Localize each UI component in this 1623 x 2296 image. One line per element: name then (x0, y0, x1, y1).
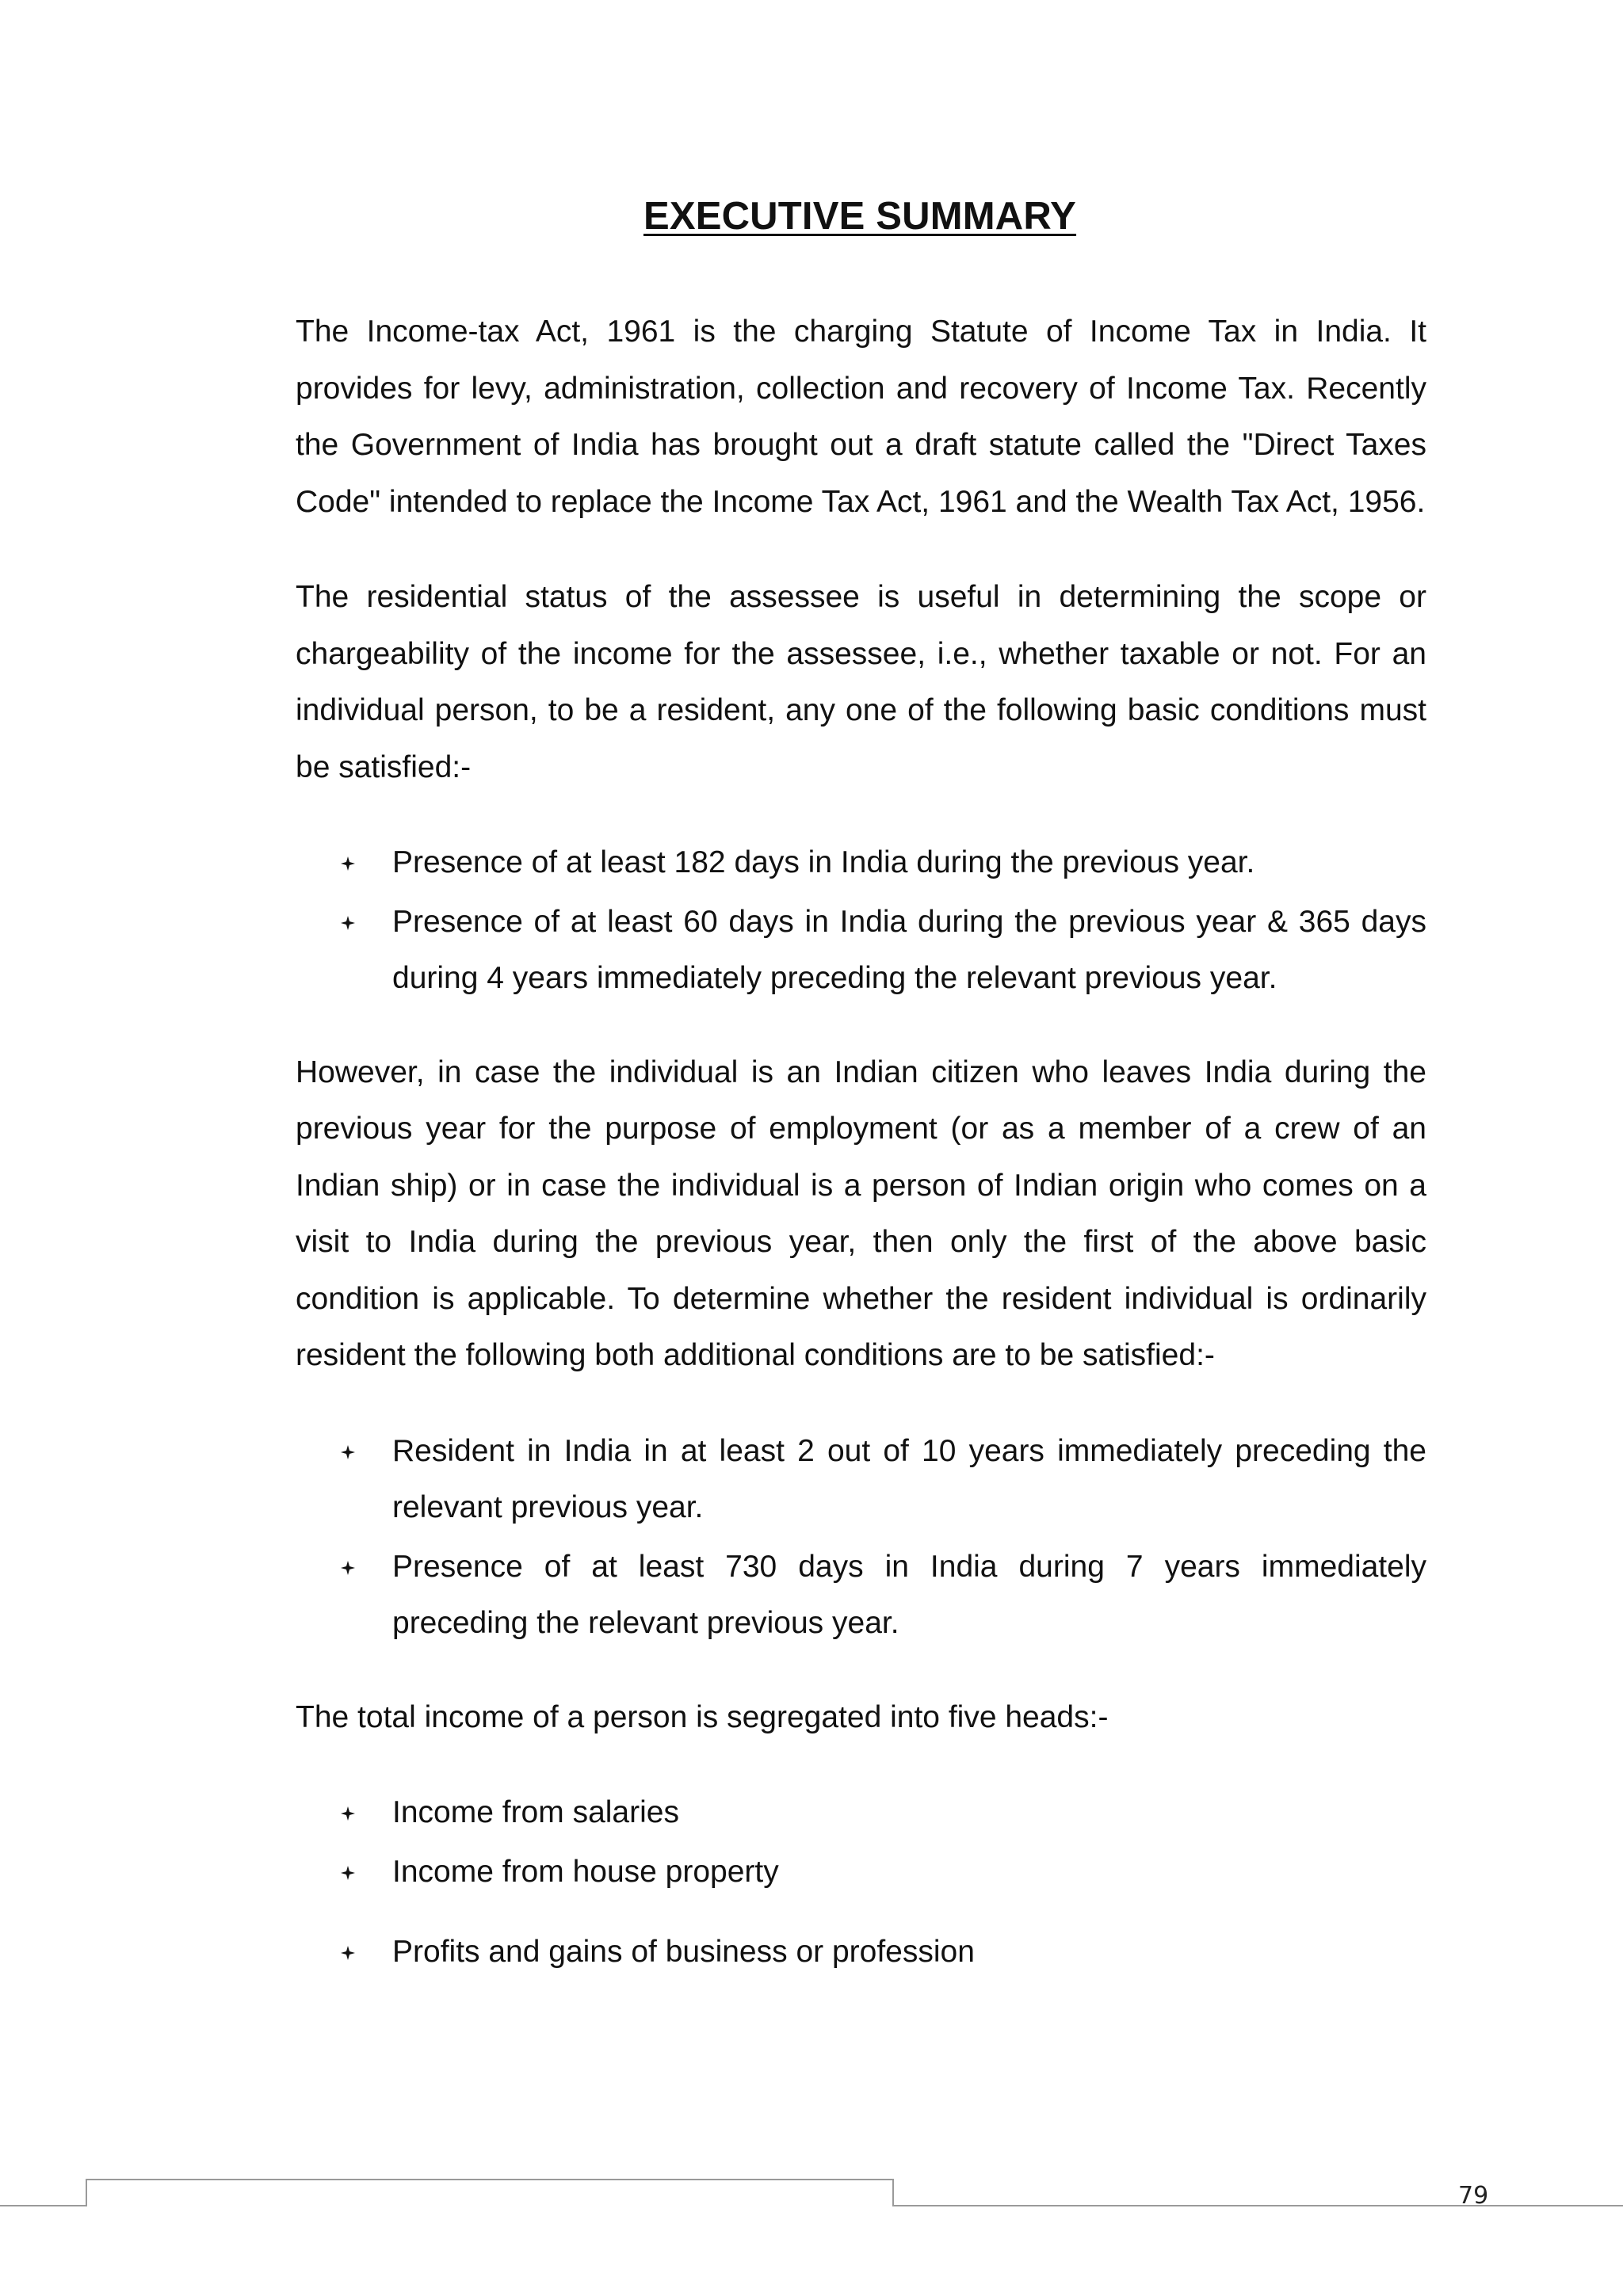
list-item-text: Presence of at least 60 days in India during the previous year & 365 days during 4 years immediately preceding the relevant previous year. (392, 904, 1426, 995)
page-number: 79 (1458, 2182, 1489, 2210)
paragraph-residential-status: The residential status of the assessee is useful in determining the scope or chargeability of the income for the assessee, i.e., whether taxable or not. For an individual person, to be a resident, any one of the following basic conditions must be satisfied:- (296, 580, 1426, 784)
diamond-bullet-icon (340, 1806, 356, 1821)
diamond-bullet-icon (340, 915, 356, 931)
additional-conditions-list (296, 1423, 1426, 1652)
list-item (392, 1844, 1426, 1901)
list-item (392, 1784, 1426, 1841)
footer-rule-right (892, 2205, 1623, 2206)
diamond-bullet-icon (340, 1945, 356, 1961)
list-item (392, 834, 1426, 891)
page-title: EXECUTIVE SUMMARY (643, 195, 1077, 238)
diamond-bullet-icon (340, 1865, 356, 1881)
list-item (392, 894, 1426, 1007)
document-body (296, 303, 1426, 2018)
diamond-bullet-icon (340, 1444, 356, 1460)
basic-conditions-list (296, 834, 1426, 1007)
diamond-bullet-icon (340, 856, 356, 871)
list-item (392, 1423, 1426, 1536)
list-item-text: Income from salaries (392, 1795, 679, 1829)
paragraph-income-tax-act: The Income-tax Act, 1961 is the charging Statute of Income Tax in India. It provides for levy, administration, collection and recovery of Income Tax. Recently the Government of India has brought out a draft statute called the "Direct Taxes Code" intended to replace the Income Tax Act, 1961 and the Wealth Tax Act, 1956. (296, 315, 1426, 519)
paragraph-five-heads: The total income of a person is segregated into five heads:- (296, 1699, 1109, 1734)
list-item-text: Presence of at least 730 days in India during 7 years immediately preceding the relevant previous year. (392, 1549, 1426, 1640)
diamond-bullet-icon (340, 1560, 356, 1576)
footer-rule-left (0, 2205, 87, 2206)
list-item-text: Presence of at least 182 days in India during the previous year. (392, 845, 1255, 879)
income-heads-list (296, 1784, 1426, 1981)
list-item (392, 1924, 1426, 1981)
paragraph-indian-citizen-exception: However, in case the individual is an Indian citizen who leaves India during the previous year for the purpose of employment (or as a member of a crew of an Indian ship) or in case the individual is a person of Indian origin who comes on a visit to India during the previous year, then only the first of the above basic condition is applicable. To determine whether the resident individual is ordinarily resident the following both additional conditions are to be satisfied:- (296, 1055, 1426, 1372)
list-item-text: Resident in India in at least 2 out of 10 years immediately preceding the relevant previous year. (392, 1433, 1426, 1524)
list-item (392, 1539, 1426, 1652)
list-item-text: Income from house property (392, 1854, 779, 1889)
list-item-text: Profits and gains of business or profession (392, 1935, 975, 1969)
footer-tab (86, 2179, 894, 2205)
